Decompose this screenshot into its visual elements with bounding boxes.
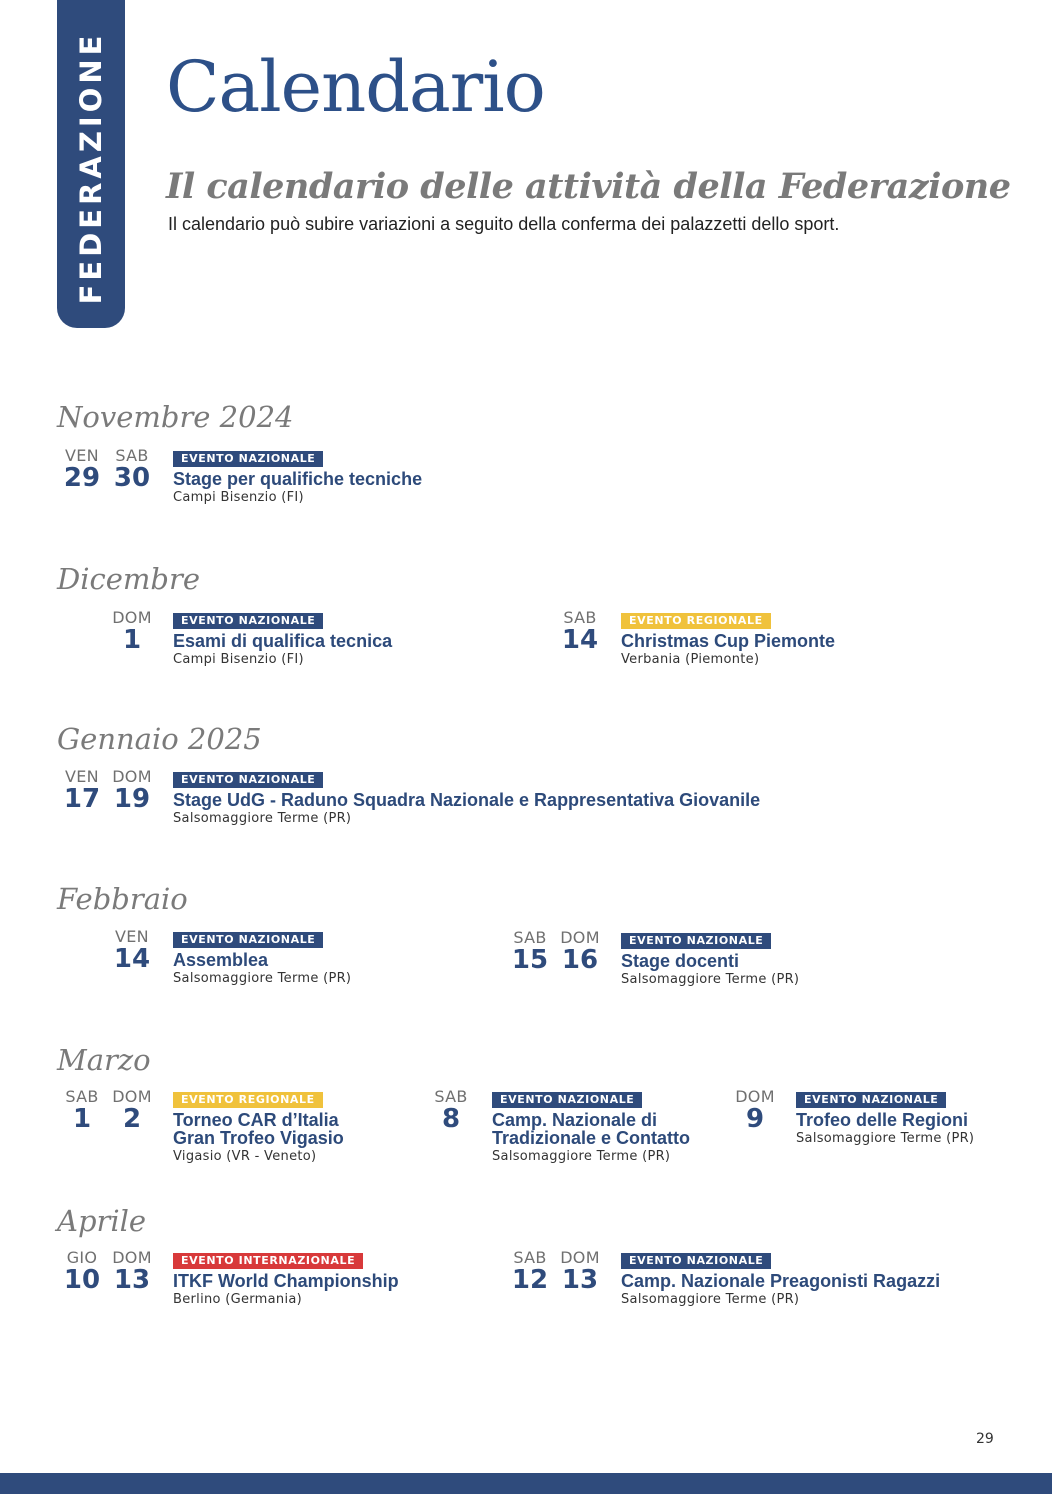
day-of-week: VEN xyxy=(65,767,99,786)
event-day xyxy=(730,1088,780,1132)
day-of-week: DOM xyxy=(112,1248,152,1267)
day-number: 17 xyxy=(63,784,101,814)
event-place: Salsomaggiore Terme (PR) xyxy=(173,971,352,986)
event-day xyxy=(555,1249,605,1293)
event-place: Verbania (Piemonte) xyxy=(621,652,760,667)
event-day xyxy=(107,1088,157,1132)
page-subtitle: Il calendario delle attività della Federazione xyxy=(166,166,1011,207)
event-place: Salsomaggiore Terme (PR) xyxy=(621,1292,800,1307)
day-number: 2 xyxy=(122,1104,142,1134)
event-type-badge: EVENTO NAZIONALE xyxy=(173,932,323,948)
event-type-badge: EVENTO REGIONALE xyxy=(173,1092,323,1108)
event-info xyxy=(621,931,799,989)
day-number: 1 xyxy=(122,625,142,655)
event-place: Campi Bisenzio (FI) xyxy=(173,490,304,505)
page-note: Il calendario può subire variazioni a seguito della conferma dei palazzetti dello sport. xyxy=(168,214,840,234)
page-title: Calendario xyxy=(166,46,545,128)
day-number: 1 xyxy=(72,1104,92,1134)
day-number: 13 xyxy=(113,1265,151,1295)
day-of-week: SAB xyxy=(513,928,547,947)
section-tab-label: FEDERAZIONE xyxy=(74,31,108,305)
day-number: 13 xyxy=(561,1265,599,1295)
day-of-week: DOM xyxy=(735,1087,775,1106)
event-item xyxy=(57,1249,497,1329)
event-info xyxy=(173,770,760,828)
month-heading: Novembre 2024 xyxy=(57,400,294,434)
event-item xyxy=(57,768,957,848)
event-place: Salsomaggiore Terme (PR) xyxy=(796,1131,975,1146)
event-info xyxy=(173,1090,344,1166)
event-day xyxy=(57,768,107,812)
event-day xyxy=(57,1249,107,1293)
day-number: 29 xyxy=(63,463,101,493)
event-title: Camp. Nazionale Preagonisti Ragazzi xyxy=(621,1271,941,1291)
day-number: 9 xyxy=(745,1104,765,1134)
day-of-week: DOM xyxy=(560,928,600,947)
event-place: Salsomaggiore Terme (PR) xyxy=(621,972,800,987)
event-day xyxy=(107,928,157,972)
event-title: Stage UdG - Raduno Squadra Nazionale e Rappresentativa Giovanile xyxy=(173,790,761,810)
day-number: 16 xyxy=(561,945,599,975)
event-type-badge: EVENTO NAZIONALE xyxy=(621,1253,771,1269)
event-type-badge: EVENTO NAZIONALE xyxy=(621,933,771,949)
event-day xyxy=(107,1249,157,1293)
event-day xyxy=(505,929,555,973)
event-title: ITKF World Championship xyxy=(173,1271,399,1291)
event-info xyxy=(173,1251,399,1309)
event-title: Assemblea xyxy=(173,950,269,970)
event-info xyxy=(173,449,422,507)
month-heading: Gennaio 2025 xyxy=(57,722,262,756)
day-of-week: DOM xyxy=(112,767,152,786)
day-of-week: DOM xyxy=(560,1248,600,1267)
day-number: 15 xyxy=(511,945,549,975)
section-tab xyxy=(57,0,125,328)
event-day xyxy=(555,929,605,973)
day-of-week: SAB xyxy=(513,1248,547,1267)
event-title: Christmas Cup Piemonte xyxy=(621,631,836,651)
event-title: Stage per qualifiche tecniche xyxy=(173,469,423,489)
day-of-week: VEN xyxy=(115,927,149,946)
event-title: Stage docenti xyxy=(621,951,740,971)
day-number: 14 xyxy=(113,944,151,974)
event-type-badge: EVENTO NAZIONALE xyxy=(173,613,323,629)
footer-bar xyxy=(0,1473,1052,1494)
event-day xyxy=(57,447,107,491)
event-item xyxy=(57,447,557,527)
event-type-badge: EVENTO REGIONALE xyxy=(621,613,771,629)
day-of-week: SAB xyxy=(115,446,149,465)
event-type-badge: EVENTO NAZIONALE xyxy=(492,1092,642,1108)
event-type-badge: EVENTO NAZIONALE xyxy=(173,451,323,467)
event-title: Camp. Nazionale di xyxy=(492,1110,658,1130)
month-heading: Febbraio xyxy=(57,882,188,916)
event-info xyxy=(492,1090,690,1166)
event-place: Campi Bisenzio (FI) xyxy=(173,652,304,667)
event-item xyxy=(505,609,945,689)
event-place: Berlino (Germania) xyxy=(173,1292,302,1307)
event-title: Trofeo delle Regioni xyxy=(796,1110,969,1130)
day-number: 8 xyxy=(441,1104,461,1134)
event-info xyxy=(173,930,351,988)
event-info xyxy=(173,611,392,669)
event-title-line2: Tradizionale e Contatto xyxy=(492,1128,691,1148)
day-number: 30 xyxy=(113,463,151,493)
event-day xyxy=(505,1249,555,1293)
event-item xyxy=(505,929,945,1009)
month-heading: Marzo xyxy=(57,1043,151,1077)
event-day xyxy=(426,1088,476,1132)
page-number: 29 xyxy=(976,1431,994,1447)
event-title: Esami di qualifica tecnica xyxy=(173,631,393,651)
month-heading: Aprile xyxy=(57,1204,147,1238)
day-number: 19 xyxy=(113,784,151,814)
event-item xyxy=(57,609,497,689)
month-heading: Dicembre xyxy=(57,562,201,596)
event-title: Torneo CAR d’Italia xyxy=(173,1110,339,1130)
event-type-badge: EVENTO INTERNAZIONALE xyxy=(173,1253,363,1269)
event-place: Vigasio (VR - Veneto) xyxy=(173,1149,317,1164)
event-title-line2: Gran Trofeo Vigasio xyxy=(173,1128,344,1148)
event-item xyxy=(505,1249,1005,1329)
day-of-week: SAB xyxy=(434,1087,468,1106)
event-day xyxy=(107,609,157,653)
day-of-week: SAB xyxy=(65,1087,99,1106)
event-day xyxy=(107,447,157,491)
event-item xyxy=(730,1088,1030,1168)
event-place: Salsomaggiore Terme (PR) xyxy=(492,1149,671,1164)
day-of-week: VEN xyxy=(65,446,99,465)
event-day xyxy=(107,768,157,812)
day-number: 10 xyxy=(63,1265,101,1295)
event-item xyxy=(57,1088,417,1178)
event-day xyxy=(57,1088,107,1132)
event-item xyxy=(426,1088,726,1178)
day-number: 14 xyxy=(561,625,599,655)
day-of-week: DOM xyxy=(112,608,152,627)
event-info xyxy=(621,611,835,669)
event-day xyxy=(555,609,605,653)
day-of-week: GIO xyxy=(66,1248,98,1267)
day-number: 12 xyxy=(511,1265,549,1295)
day-of-week: SAB xyxy=(563,608,597,627)
event-info xyxy=(796,1090,974,1148)
event-item xyxy=(57,928,497,1008)
event-info xyxy=(621,1251,940,1309)
day-of-week: DOM xyxy=(112,1087,152,1106)
event-type-badge: EVENTO NAZIONALE xyxy=(796,1092,946,1108)
event-place: Salsomaggiore Terme (PR) xyxy=(173,811,352,826)
event-type-badge: EVENTO NAZIONALE xyxy=(173,772,323,788)
